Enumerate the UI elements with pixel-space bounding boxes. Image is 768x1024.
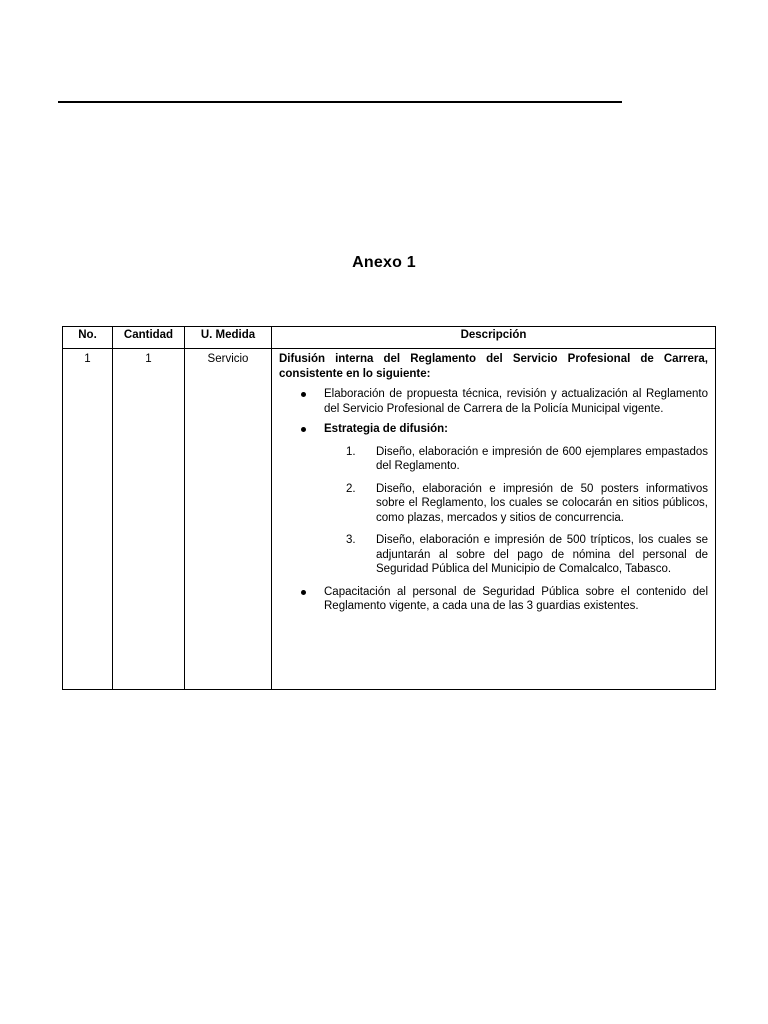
table-row bbox=[63, 349, 716, 690]
step-number: 2. bbox=[346, 482, 356, 495]
list-item bbox=[279, 585, 708, 614]
bullet-icon bbox=[301, 392, 306, 397]
bullet-text: Capacitación al personal de Seguridad Pública sobre el contenido del Reglamento vigente, a cada una de las 3 guardias existentes. bbox=[324, 585, 708, 612]
document-title: Anexo 1 bbox=[352, 254, 416, 271]
cell-medida: Servicio bbox=[185, 349, 272, 690]
list-item bbox=[279, 422, 708, 577]
description-lead: Difusión interna del Reglamento del Servicio Profesional de Carrera, consistente en lo siguiente: bbox=[279, 353, 708, 380]
annex-table bbox=[62, 326, 716, 690]
bullet-text-strategy: Estrategia de difusión: bbox=[324, 423, 448, 435]
list-item bbox=[324, 482, 708, 526]
step-number: 3. bbox=[346, 534, 356, 546]
header-no: No. bbox=[63, 327, 113, 349]
list-item bbox=[324, 533, 708, 577]
header-descripcion: Descripción bbox=[272, 327, 716, 349]
header-medida: U. Medida bbox=[185, 327, 272, 349]
cell-descripcion bbox=[272, 349, 716, 690]
bullet-icon bbox=[301, 590, 306, 595]
description-bullets bbox=[279, 387, 708, 614]
list-item bbox=[279, 387, 708, 416]
cell-cantidad: 1 bbox=[113, 349, 185, 690]
step-text: Diseño, elaboración e impresión de 600 ejemplares empastados del Reglamento. bbox=[376, 445, 708, 472]
header-cantidad: Cantidad bbox=[113, 327, 185, 349]
header-rule bbox=[58, 101, 622, 103]
table-header-row bbox=[63, 327, 716, 349]
strategy-steps bbox=[324, 445, 708, 577]
cell-no: 1 bbox=[63, 349, 113, 690]
step-number: 1. bbox=[346, 445, 356, 458]
bullet-text: Elaboración de propuesta técnica, revisión y actualización al Reglamento del Servicio Profesional de Carrera de la Policía Municipal vigente. bbox=[324, 388, 708, 415]
bullet-icon bbox=[301, 427, 306, 432]
step-text: Diseño, elaboración e impresión de 50 posters informativos sobre el Reglamento, los cuales se colocarán en sitios públicos, como plazas, mercados y sitios de concurrencia. bbox=[376, 482, 708, 524]
step-text: Diseño, elaboración e impresión de 500 trípticos, los cuales se adjuntarán al sobre del pago de nómina del personal de Seguridad Pública del Municipio de Comalcalco, Tabasco. bbox=[376, 534, 708, 575]
list-item bbox=[324, 445, 708, 474]
